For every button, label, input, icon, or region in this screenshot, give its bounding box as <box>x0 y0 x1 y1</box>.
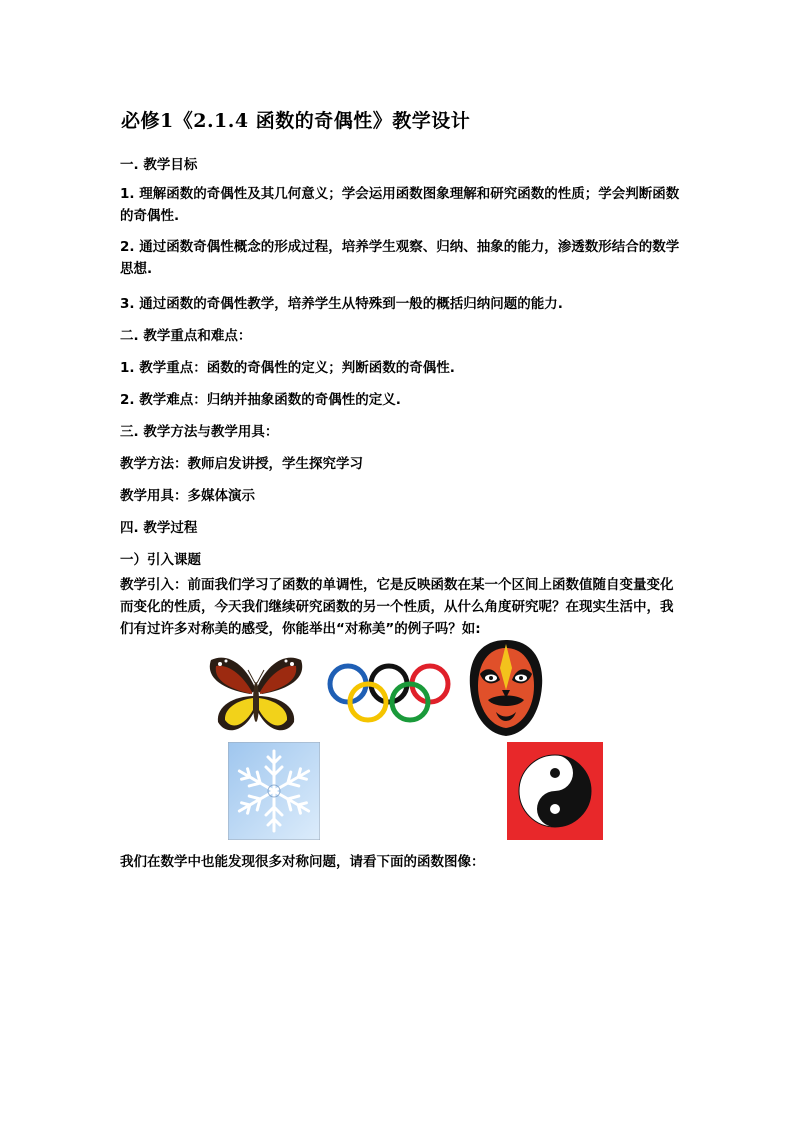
section-3-tools: 教学用具：多媒体演示 <box>120 488 255 504</box>
snowflake-image <box>228 742 320 840</box>
olympic-rings-image <box>326 662 452 724</box>
section-4-subheading: 一）引入课题 <box>120 552 201 568</box>
section-1-item-3: 3. 通过函数的奇偶性教学，培养学生从特殊到一般的概括归纳问题的能力. <box>120 296 563 312</box>
section-3-heading: 三. 教学方法与教学用具： <box>120 424 279 440</box>
section-4-after-images-text: 我们在数学中也能发现很多对称问题，请看下面的函数图像： <box>120 854 485 870</box>
section-3-method: 教学方法：教师启发讲授，学生探究学习 <box>120 456 363 472</box>
section-2-heading: 二. 教学重点和难点： <box>120 328 252 344</box>
section-1-heading: 一. 教学目标 <box>120 157 198 173</box>
butterfly-image <box>206 650 306 742</box>
section-2-item-1: 1. 教学重点：函数的奇偶性的定义；判断函数的奇偶性. <box>120 360 455 376</box>
yin-yang-image <box>507 742 603 840</box>
section-4-heading: 四. 教学过程 <box>120 520 198 536</box>
section-1-item-2: 2. 通过函数奇偶性概念的形成过程，培养学生观察、归纳、抽象的能力，渗透数形结合的数学思想. <box>120 239 680 277</box>
section-4-intro-paragraph: 教学引入：前面我们学习了函数的单调性，它是反映函数在某一个区间上函数值随自变量变化而变化的性质，今天我们继续研究函数的另一个性质，从什么角度研究呢？在现实生活中，我们有过许多对称美的感受，你能举出“对称美”的例子吗？如: <box>120 577 674 637</box>
section-2-item-2: 2. 教学难点：归纳并抽象函数的奇偶性的定义. <box>120 392 401 408</box>
opera-mask-image <box>466 638 546 738</box>
section-1-item-1: 1. 理解函数的奇偶性及其几何意义；学会运用函数图象理解和研究函数的性质；学会判断函数的奇偶性. <box>120 186 680 224</box>
document-title: 必修1《2.1.4 函数的奇偶性》教学设计 <box>121 110 471 132</box>
